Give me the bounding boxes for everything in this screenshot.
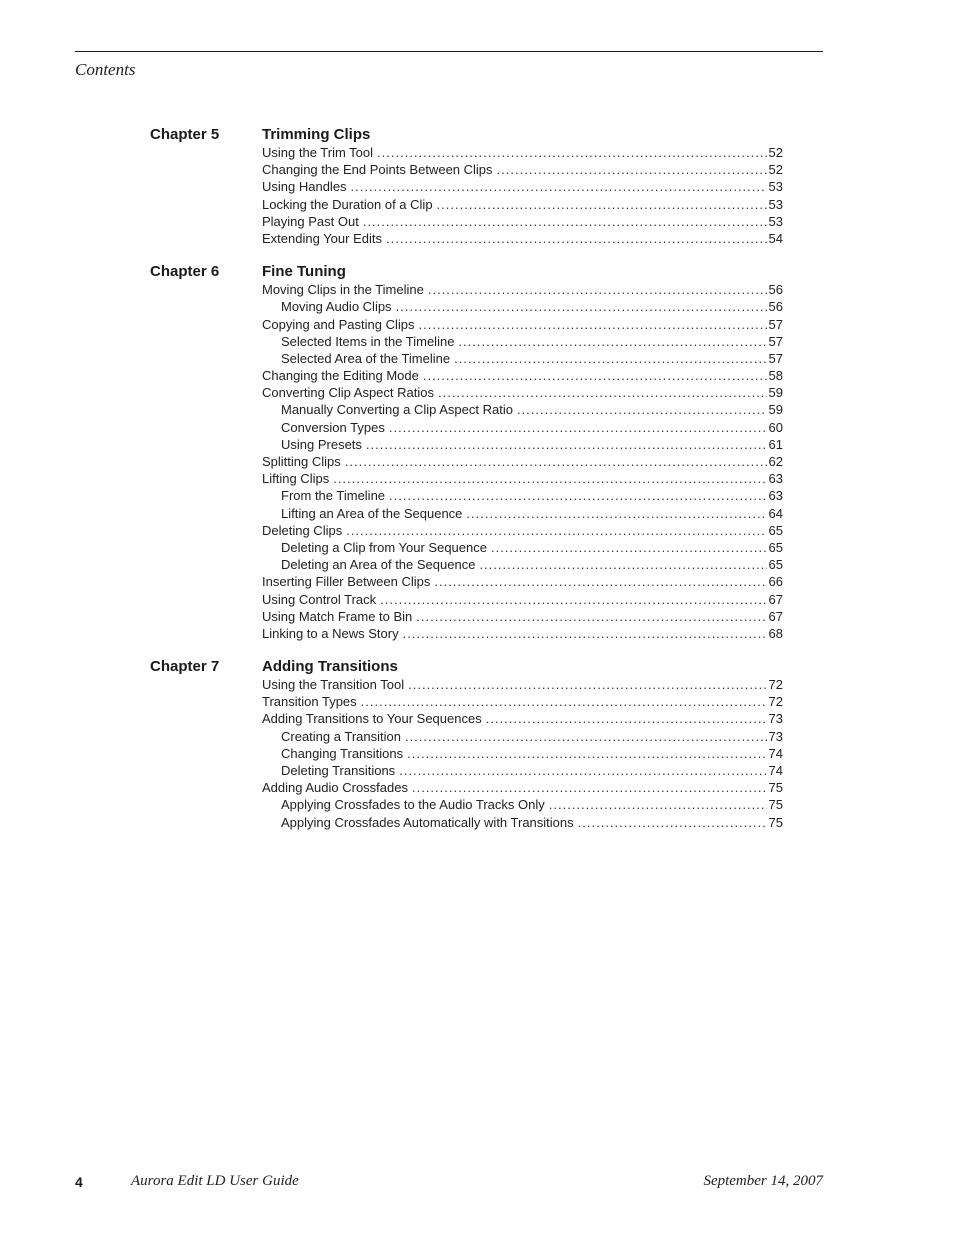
dot-leader <box>491 539 767 556</box>
toc-entry-label: Lifting Clips <box>262 471 330 487</box>
toc-subentry[interactable] <box>281 298 783 315</box>
toc-entry[interactable] <box>262 608 783 625</box>
toc-entry-page: 63 <box>768 488 783 504</box>
toc-entry-label: Copying and Pasting Clips <box>262 316 415 332</box>
toc-subentry[interactable] <box>281 419 783 436</box>
toc-subentry[interactable] <box>281 487 783 504</box>
toc-entry-label: Playing Past Out <box>262 213 359 229</box>
dot-leader <box>549 796 767 813</box>
toc-entry-page: 53 <box>768 213 783 229</box>
dot-leader <box>363 213 767 230</box>
toc-entry[interactable] <box>262 230 783 247</box>
toc-entry-label: Deleting Clips <box>262 522 343 538</box>
header-rule <box>75 51 823 52</box>
toc-entry-page: 75 <box>768 780 783 796</box>
toc-entry[interactable] <box>262 625 783 642</box>
toc-subentry[interactable] <box>281 436 783 453</box>
toc-entry-page: 66 <box>768 574 783 590</box>
dot-leader <box>366 436 767 453</box>
toc-entry-page: 74 <box>768 745 783 761</box>
toc-entry[interactable] <box>262 573 783 590</box>
toc-entry[interactable] <box>262 710 783 727</box>
toc-entry[interactable] <box>262 213 783 230</box>
toc-entry-label: Moving Audio Clips <box>281 299 392 315</box>
toc-entry[interactable] <box>262 591 783 608</box>
toc-entry-label: Using Match Frame to Bin <box>262 608 413 624</box>
toc-entry[interactable] <box>262 178 783 195</box>
dot-leader <box>407 745 766 762</box>
footer-date: September 14, 2007 <box>703 1173 823 1189</box>
toc-entry[interactable] <box>262 693 783 710</box>
toc-entry[interactable] <box>262 281 783 298</box>
toc-entry[interactable] <box>262 144 783 161</box>
dot-leader <box>434 573 766 590</box>
toc-entry-page: 54 <box>768 230 783 246</box>
toc-entry-page: 58 <box>768 368 783 384</box>
dot-leader <box>466 505 766 522</box>
dot-leader <box>517 401 767 418</box>
toc-entry-page: 56 <box>768 282 783 298</box>
toc-entry-page: 67 <box>768 591 783 607</box>
chapter-number: Chapter 7 <box>150 658 220 676</box>
toc-subentry[interactable] <box>281 745 783 762</box>
dot-leader <box>479 556 766 573</box>
toc-entry-label: Changing Transitions <box>281 745 404 761</box>
toc-entry-label: Deleting Transitions <box>281 763 396 778</box>
dot-leader <box>399 762 766 779</box>
dot-leader <box>377 144 767 161</box>
toc-subentry[interactable] <box>281 556 783 573</box>
dot-leader <box>396 298 767 315</box>
toc-entry-page: 59 <box>768 402 783 418</box>
chapter-number: Chapter 5 <box>150 126 220 143</box>
dot-leader <box>405 728 767 745</box>
toc-entry[interactable] <box>262 196 783 213</box>
toc-subentry[interactable] <box>281 796 783 813</box>
toc-entry-page: 53 <box>768 179 783 195</box>
dot-leader <box>437 196 767 213</box>
dot-leader <box>361 693 767 710</box>
dot-leader <box>408 676 766 693</box>
toc-subentry[interactable] <box>281 539 783 556</box>
dot-leader <box>423 367 767 384</box>
dot-leader <box>386 230 767 247</box>
toc-entry-label: Deleting a Clip from Your Sequence <box>281 539 487 555</box>
toc-subentry[interactable] <box>281 762 783 779</box>
toc-entry-page: 68 <box>768 625 783 641</box>
toc-entry-label: Changing the Editing Mode <box>262 368 419 384</box>
toc-entry-page: 73 <box>768 728 783 744</box>
dot-leader <box>403 625 767 642</box>
toc-entry-label: Conversion Types <box>281 419 385 435</box>
toc-entry-label: Adding Transitions to Your Sequences <box>262 711 482 727</box>
chapter-title[interactable]: Adding Transitions <box>262 658 398 676</box>
toc-entry-page: 60 <box>768 419 783 435</box>
toc-entry[interactable] <box>262 161 783 178</box>
dot-leader <box>418 316 766 333</box>
toc-entry-label: Creating a Transition <box>281 728 401 744</box>
toc-subentry[interactable] <box>281 505 783 522</box>
toc-entry[interactable] <box>262 384 783 401</box>
dot-leader <box>412 779 767 796</box>
toc-entry-label: Using the Transition Tool <box>262 677 405 693</box>
toc-entry-page: 57 <box>768 316 783 332</box>
toc-entry-page: 57 <box>768 333 783 349</box>
dot-leader <box>438 384 767 401</box>
toc-entry-page: 65 <box>768 539 783 555</box>
dot-leader <box>458 333 766 350</box>
toc-entry-label: Converting Clip Aspect Ratios <box>262 385 434 401</box>
chapter-block <box>0 262 954 642</box>
toc-entry-label: Using Control Track <box>262 591 377 607</box>
toc-entry-label: Splitting Clips <box>262 454 341 469</box>
toc-entry-label: Manually Converting a Clip Aspect Ratio <box>281 402 513 418</box>
footer-page-number: 4 <box>75 1174 83 1190</box>
toc-entry-page: 56 <box>768 299 783 315</box>
toc-entry[interactable] <box>262 676 783 693</box>
toc-entry-label: Applying Crossfades Automatically with Transitions <box>281 814 574 830</box>
toc-entry-label: Inserting Filler Between Clips <box>262 574 431 590</box>
dot-leader <box>345 453 767 470</box>
chapter-number: Chapter 6 <box>150 263 220 281</box>
toc-entry-label: Lifting an Area of the Sequence <box>281 505 463 521</box>
dot-leader <box>389 487 766 504</box>
toc-subentry[interactable] <box>281 401 783 418</box>
toc-entry[interactable] <box>262 316 783 333</box>
toc-subentry[interactable] <box>281 333 783 350</box>
dot-leader <box>497 161 767 178</box>
running-head: Contents <box>75 60 136 79</box>
toc-entry-page: 74 <box>768 763 783 778</box>
toc-entry-label: Using Presets <box>281 436 362 452</box>
toc-entry-page: 67 <box>768 608 783 624</box>
toc-entry-page: 52 <box>768 145 783 160</box>
toc-entry-page: 63 <box>768 471 783 487</box>
toc-entry-label: Extending Your Edits <box>262 230 382 246</box>
toc-entry-page: 52 <box>768 162 783 178</box>
toc-entry-page: 75 <box>768 797 783 813</box>
toc-entry-label: Applying Crossfades to the Audio Tracks Only <box>281 797 545 813</box>
toc-entry-label: Adding Audio Crossfades <box>262 780 408 796</box>
toc-entry[interactable] <box>262 779 783 796</box>
toc-entry-label: Transition Types <box>262 694 357 710</box>
dot-leader <box>333 470 766 487</box>
toc-subentry[interactable] <box>281 728 783 745</box>
toc-entry-page: 61 <box>768 436 783 452</box>
toc-entry-page: 57 <box>768 350 783 366</box>
toc-entry-label: Changing the End Points Between Clips <box>262 162 493 178</box>
dot-leader <box>351 178 767 195</box>
dot-leader <box>454 350 766 367</box>
dot-leader <box>428 281 767 298</box>
dot-leader <box>389 419 767 436</box>
toc-entry-page: 62 <box>768 454 783 469</box>
toc-entry-page: 65 <box>768 557 783 573</box>
toc-entry-page: 59 <box>768 385 783 401</box>
toc-entry[interactable] <box>262 470 783 487</box>
dot-leader <box>486 710 767 727</box>
toc-entry-page: 75 <box>768 814 783 830</box>
toc-entry-label: Using the Trim Tool <box>262 145 374 160</box>
dot-leader <box>416 608 766 625</box>
chapter-title[interactable]: Fine Tuning <box>262 263 346 281</box>
toc-entry-label: From the Timeline <box>281 488 386 504</box>
toc-entry[interactable] <box>262 522 783 539</box>
toc-subentry[interactable] <box>281 350 783 367</box>
dot-leader <box>346 522 766 539</box>
toc-entry-page: 53 <box>768 196 783 212</box>
toc-entry-label: Selected Area of the Timeline <box>281 350 451 366</box>
toc-entry-page: 73 <box>768 711 783 727</box>
toc-subentry[interactable] <box>281 814 783 831</box>
toc-entry-label: Moving Clips in the Timeline <box>262 282 424 298</box>
footer-document-title: Aurora Edit LD User Guide <box>131 1173 299 1189</box>
chapter-block <box>0 125 954 247</box>
toc-entry-page: 72 <box>768 694 783 710</box>
toc-entry-page: 72 <box>768 677 783 693</box>
toc-entry[interactable] <box>262 453 783 470</box>
toc-entry-label: Deleting an Area of the Sequence <box>281 557 476 573</box>
toc-entry-label: Selected Items in the Timeline <box>281 333 455 349</box>
dot-leader <box>578 814 767 831</box>
table-of-contents <box>0 125 954 846</box>
toc-entry-label: Using Handles <box>262 179 347 195</box>
toc-entry-label: Linking to a News Story <box>262 625 399 641</box>
toc-entry[interactable] <box>262 367 783 384</box>
toc-entry-page: 64 <box>768 505 783 521</box>
chapter-title[interactable]: Trimming Clips <box>262 126 371 143</box>
chapter-block <box>0 657 954 831</box>
toc-entry-page: 65 <box>768 522 783 538</box>
toc-entry-label: Locking the Duration of a Clip <box>262 196 433 212</box>
dot-leader <box>380 591 766 608</box>
